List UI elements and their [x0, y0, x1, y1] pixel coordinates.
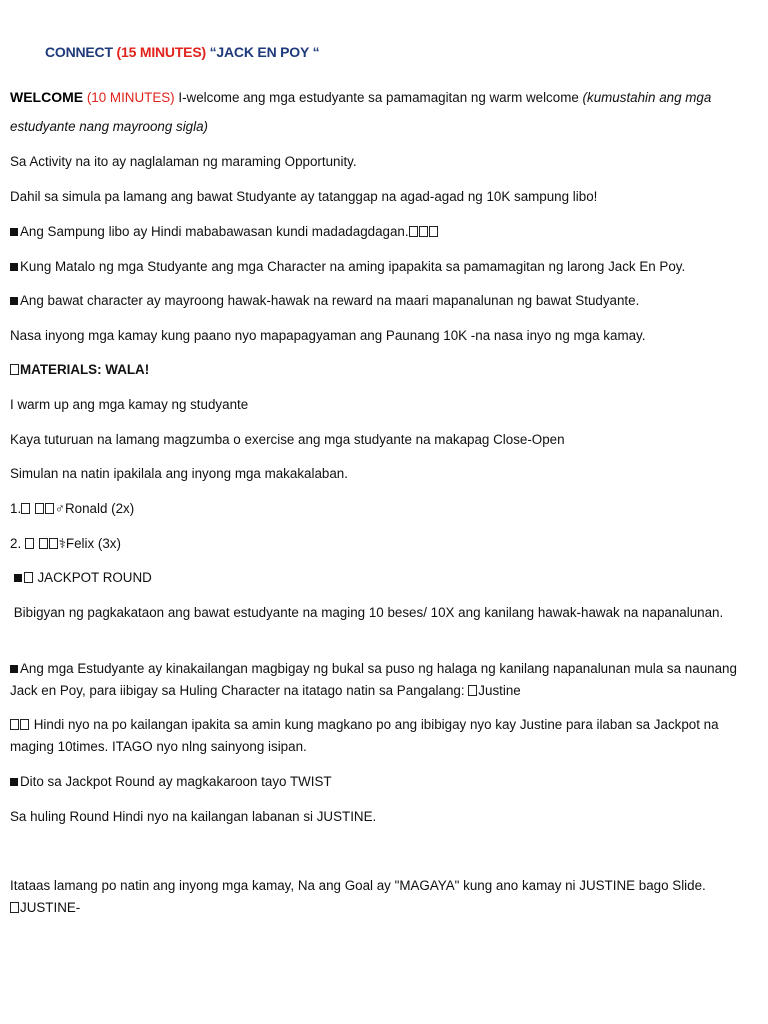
welcome-label: WELCOME	[10, 89, 84, 105]
paragraph-itago	[10, 714, 740, 758]
paragraph-opportunity: Sa Activity na ito ay naglalaman ng maraming Opportunity.	[10, 154, 357, 169]
paragraph-huling-round: Sa huling Round Hindi nyo na kailangan labanan si JUSTINE.	[10, 809, 377, 824]
paragraph-10k: Dahil sa simula pa lamang ang bawat Studyante ay tatanggap na agad-agad ng 10K sampung libo!	[10, 189, 598, 204]
missing-glyph-icon	[429, 226, 438, 237]
missing-glyph-icon	[468, 685, 477, 696]
missing-glyph-icon	[20, 719, 29, 730]
paragraph-sampung-libo	[10, 221, 740, 243]
paragraph-justine	[10, 897, 740, 919]
bullet-square	[10, 665, 18, 673]
welcome-text: I-welcome ang mga estudyante sa pamamagitan ng warm welcome	[178, 90, 579, 105]
bullet-square	[14, 574, 22, 582]
activity-title: “JACK EN POY “	[209, 44, 320, 60]
paragraph-text: Ang mga Estudyante ay kinakailangan magbigay ng bukal sa puso ng halaga ng kanilang napanalunan mula sa naunang Jack en Poy, para iibigay sa Huling Character na itatago natin sa Pangalang:	[10, 661, 737, 698]
missing-glyph-icon	[24, 572, 33, 583]
paragraph-simulan: Simulan na natin ipakilala ang inyong mga makakalaban.	[10, 466, 348, 481]
missing-glyph-icon	[21, 503, 30, 514]
welcome-minutes: (10 MINUTES)	[86, 90, 175, 105]
welcome-paragraph	[10, 83, 740, 141]
list-number: 1.	[10, 501, 22, 516]
missing-glyph-icon	[49, 538, 58, 549]
paragraph-text: Dito sa Jackpot Round ay magkakaroon tayo TWIST	[20, 774, 332, 789]
missing-glyph-icon	[409, 226, 418, 237]
medical-symbol-icon: ⚕	[58, 536, 66, 551]
list-number: 2.	[10, 536, 22, 551]
paragraph-text: Ang Sampung libo ay Hindi mababawasan kundi madadagdagan.	[20, 224, 409, 239]
welcome-italic-note: (kumustahin ang mga estudyante nang mayroong sigla)	[10, 90, 712, 134]
paragraph-warm-up: I warm up ang mga kamay ng studyante	[10, 397, 249, 412]
missing-glyph-icon	[10, 364, 19, 375]
bullet-square	[10, 297, 18, 305]
paragraph-text: Bibigyan ng pagkakataon ang bawat estudyante na maging 10 beses/ 10X ang kanilang hawak-hawak na napanalunan.	[13, 605, 724, 620]
missing-glyph-icon	[45, 503, 54, 514]
paragraph-estudyante-halaga	[10, 658, 740, 702]
bullet-square	[10, 228, 18, 236]
missing-glyph-icon	[10, 719, 19, 730]
paragraph-text: Kung Matalo ng mga Studyante ang mga Character na aming ipapakita sa pamamagitan ng larong Jack En Poy.	[20, 259, 686, 274]
paragraph-text: Hindi nyo na po kailangan ipakita sa amin kung magkano po ang ibibigay nyo kay Justine para ilaban sa Jackpot na maging 10times. ITAGO nyo nlng sainyong isipan.	[10, 717, 719, 754]
paragraph-magaya: Itataas lamang po natin ang inyong mga kamay, Na ang Goal ay "MAGAYA" kung ano kamay ni JUSTINE bago Slide.	[10, 878, 706, 893]
missing-glyph-icon	[25, 538, 34, 549]
connect-label: CONNECT	[45, 44, 113, 60]
paragraph-matalo	[10, 256, 740, 278]
materials-heading	[10, 359, 740, 381]
list-item-felix	[10, 533, 740, 555]
paragraph-text: Ang bawat character ay mayroong hawak-hawak na reward na maari mapanalunan ng bawat Studyante.	[20, 293, 640, 308]
missing-glyph-icon	[35, 503, 44, 514]
connect-minutes: (15 MINUTES)	[116, 44, 206, 60]
paragraph-twist	[10, 771, 740, 793]
list-text: Felix (3x)	[65, 536, 121, 551]
missing-glyph-icon	[39, 538, 48, 549]
paragraph-reward	[10, 290, 740, 312]
jackpot-text: JACKPOT ROUND	[37, 570, 152, 585]
list-item-ronald	[10, 498, 740, 520]
paragraph-zumba: Kaya tuturuan na lamang magzumba o exercise ang mga studyante na makapag Close-Open	[10, 432, 565, 447]
bullet-square	[10, 263, 18, 271]
missing-glyph-icon	[419, 226, 428, 237]
materials-text: MATERIALS: WALA!	[20, 362, 150, 377]
paragraph-text: JUSTINE-	[20, 900, 81, 915]
male-sign-icon: ♂	[54, 501, 65, 516]
missing-glyph-icon	[10, 902, 19, 913]
character-name: Justine	[478, 683, 521, 698]
paragraph-bibigyan	[10, 602, 740, 624]
jackpot-round-heading	[10, 567, 740, 589]
list-text: Ronald (2x)	[64, 501, 135, 516]
activity-heading	[45, 44, 319, 60]
bullet-square	[10, 778, 18, 786]
paragraph-paunang-10k: Nasa inyong mga kamay kung paano nyo mapapagyaman ang Paunang 10K -na nasa inyo ng mga kamay.	[10, 328, 646, 343]
